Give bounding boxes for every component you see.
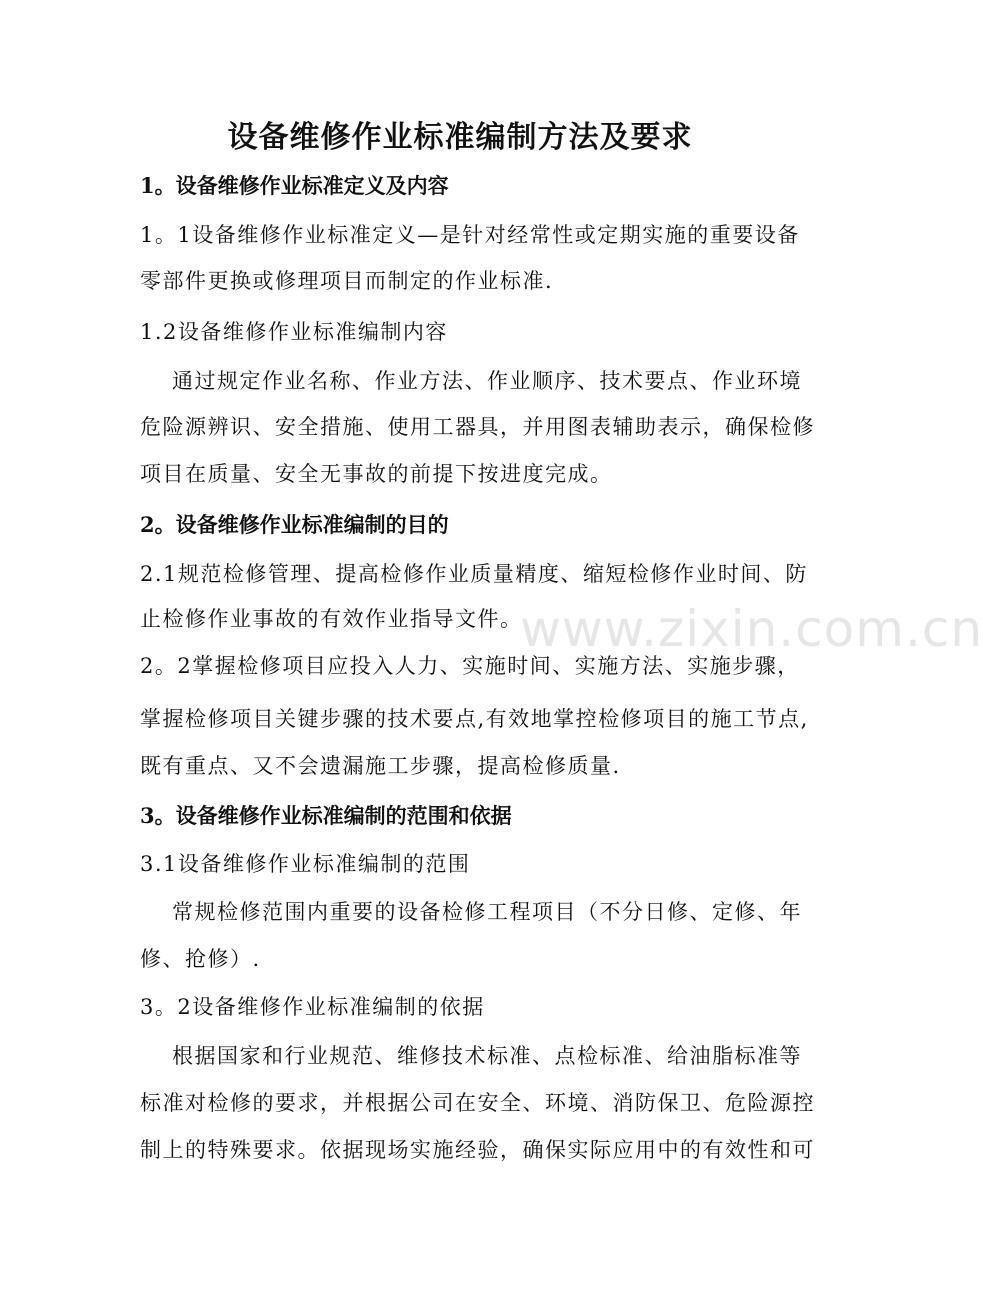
paragraph-3-2-line-3: 制上的特殊要求。依据现场实施经验，确保实际应用中的有效性和可 (140, 1138, 815, 1162)
watermark: www.zixin.com.cn (520, 600, 983, 658)
paragraph-1-2-line-1: 通过规定作业名称、作业方法、作业顺序、技术要点、作业环境 (172, 369, 802, 393)
paragraph-3-2-line-1: 根据国家和行业规范、维修技术标准、点检标准、给油脂标准等 (172, 1044, 802, 1068)
paragraph-2-2-line-3: 既有重点、又不会遗漏施工步骤，提高检修质量. (140, 754, 621, 778)
section-2-heading: 2。设备维修作业标准编制的目的 (140, 512, 449, 537)
paragraph-2-1-line-2: 止检修作业事故的有效作业指导文件。 (140, 607, 523, 631)
section-3-heading: 3。设备维修作业标准编制的范围和依据 (140, 803, 512, 828)
paragraph-1-2-line-3: 项目在质量、安全无事故的前提下按进度完成。 (140, 462, 613, 486)
page-title: 设备维修作业标准编制方法及要求 (227, 120, 693, 155)
subsection-3-2-heading: 3。2设备维修作业标准编制的依据 (140, 995, 485, 1019)
paragraph-2-1-line-1: 2.1规范检修管理、提高检修作业质量精度、缩短检修作业时间、防 (140, 562, 808, 586)
section-1-heading: 1。设备维修作业标准定义及内容 (140, 173, 449, 198)
paragraph-2-2-line-1: 2。2掌握检修项目应投入人力、实施时间、实施方法、实施步骤， (140, 654, 800, 678)
subsection-3-1-heading: 3.1设备维修作业标准编制的范围 (140, 852, 471, 876)
subsection-1-2-heading: 1.2设备维修作业标准编制内容 (140, 320, 448, 344)
paragraph-2-2-line-2: 掌握检修项目关键步骤的技术要点,有效地掌控检修项目的施工节点, (140, 707, 809, 731)
paragraph-3-1-line-2: 修、抢修）. (140, 947, 261, 971)
paragraph-3-2-line-2: 标准对检修的要求，并根据公司在安全、环境、消防保卫、危险源控 (140, 1091, 815, 1115)
paragraph-1-1-line-2: 零部件更换或修理项目而制定的作业标准. (140, 269, 554, 293)
paragraph-1-1-line-1: 1。1设备维修作业标准定义—是针对经常性或定期实施的重要设备 (140, 223, 800, 247)
paragraph-3-1-line-1: 常规检修范围内重要的设备检修工程项目（不分日修、定修、年 (172, 900, 802, 924)
paragraph-1-2-line-2: 危险源辨识、安全措施、使用工器具，并用图表辅助表示，确保检修 (140, 415, 815, 439)
